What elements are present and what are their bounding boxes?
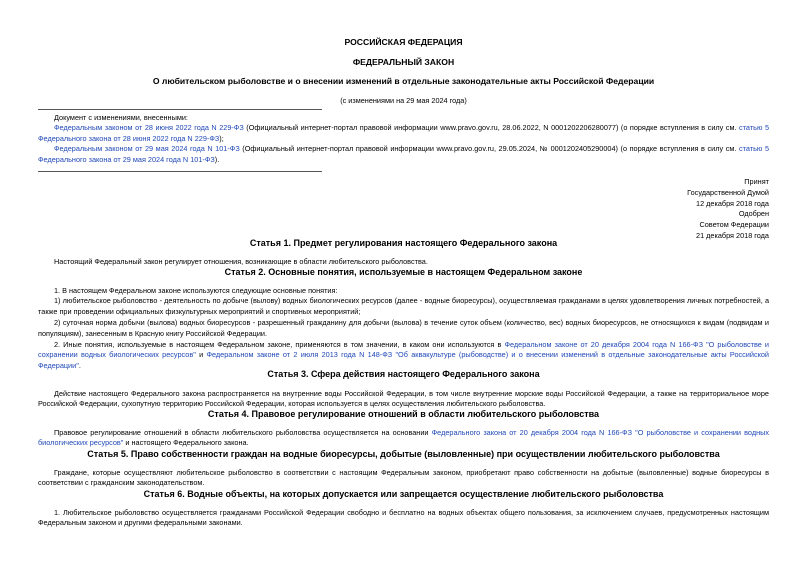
amendment-article-link[interactable]: статью 5 Федерального закона от 28 июня 2022 года N 229-ФЗ [38, 123, 770, 143]
divider-bottom [38, 171, 322, 172]
paragraph: 2) суточная норма добычи (вылова) водных биоресурсов - разрешенный гражданину для добычи (вылова) в течение суток объем (количество, вес) водных биоресурсов, не относящихся к видам (подвидам и популяциям), занесенным в Красную книгу Российской Федерации. [38, 318, 769, 338]
article-6-text: 1. Любительское рыболовство осуществляется гражданами Российской Федерации свободно и бесплатно на водных объектах общего пользования, за исключением случаев, предусмотренных настоящим Федеральным законом и другими федеральными законами. [38, 508, 769, 528]
law-link[interactable]: Федерального закона от 20 декабря 2004 года N 166-ФЗ "О рыболовстве и сохранении водных биологических ресурсов" [38, 428, 769, 448]
law-title: О любительском рыболовстве и о внесении изменений в отдельные законодательные акты Российской Федерации [152, 76, 655, 86]
article-4-text: Правовое регулирование отношений в области любительского рыболовства осуществляется на основании Федерального закона от 20 декабря 2004 года N 166-ФЗ "О рыболовстве и сохранении водных биологических ресурсов" и настоящего Федерального закона. [38, 428, 769, 448]
paragraph: 1. В настоящем Федеральном законе используются следующие основные понятия: [54, 286, 338, 295]
adoption-line: Государственной Думой [687, 187, 769, 197]
amendment-link[interactable]: Федеральным законом от 28 июня 2022 года N 229-ФЗ [54, 123, 244, 133]
article-5-text: Граждане, которые осуществляют любительское рыболовство в соответствии с настоящим Федеральным законом, приобретают право собственности на добытые (выловленные) водные биоресурсы в соответствии с гражданским законодательством. [38, 468, 769, 488]
law-type: ФЕДЕРАЛЬНЫЙ ЗАКОН [352, 57, 455, 67]
revision-note: (с изменениями на 29 мая 2024 года) [340, 96, 467, 105]
adoption-line: Советом Федерации [699, 220, 769, 230]
law-link[interactable]: Федеральном законе от 20 декабря 2004 года N 166-ФЗ "О рыболовстве и сохранении водных биологических ресурсов" [38, 340, 770, 360]
article-3-text: Действие настоящего Федерального закона распространяется на внутренние воды Российской Федерации, в том числе внутренние морские воды Российской Федерации, а также на территориальное море Российской Федерации, сухопутную территорию Российской Федерации, которая используется в целях осуществления любительского рыболовства. [38, 389, 769, 409]
amendment-link[interactable]: Федеральным законом от 29 мая 2024 года N 101-ФЗ [54, 144, 240, 154]
paragraph: 2. Иные понятия, используемые в настоящем Федеральном законе, применяются в том значении, в каком они используются в Федеральном законе от 20 декабря 2004 года N 166-ФЗ "О рыболовстве и сохранении водных биологических ресурсов" и Федеральном законе от 2 июля 2013 года N 148-ФЗ "Об аквакультуре (рыбоводстве) и о внесении изменений в отдельные законодательные акты Российской Федерации". [38, 340, 770, 370]
article-2-body [38, 286, 769, 371]
adoption-line: 21 декабря 2018 года [696, 230, 769, 240]
article-4-heading: Статья 4. Правовое регулирование отношений в области любительского рыболовства [207, 409, 600, 419]
adoption-line: Одобрен [738, 209, 769, 219]
article-5-heading: Статья 5. Право собственности граждан на водные биоресурсы, добытые (выловленные) при осуществлении любительского рыболовства [87, 449, 720, 459]
article-1-heading: Статья 1. Предмет регулирования настоящего Федерального закона [249, 238, 558, 248]
article-3-heading: Статья 3. Сфера действия настоящего Федерального закона [267, 369, 540, 379]
adoption-line: 12 декабря 2018 года [696, 198, 769, 208]
adoption-line: Принят [744, 177, 769, 186]
article-1-text: Настоящий Федеральный закон регулирует отношения, возникающие в области любительского рыболовства. [54, 257, 428, 266]
adoption-block [687, 177, 769, 242]
amendment-item: Федеральным законом от 28 июня 2022 года N 229-ФЗ (Официальный интернет-портал правовой информации www.pravo.gov.ru, 28.06.2022, N 0001202206280077) (о порядке вступления в силу см. статью 5 Федерального закона от 28 июня 2022 года N 229-ФЗ); [38, 123, 770, 143]
article-2-heading: Статья 2. Основные понятия, используемые в настоящем Федеральном законе [224, 267, 583, 277]
amendments-intro: Документ с изменениями, внесенными: [54, 113, 188, 122]
amendments-block [38, 113, 769, 165]
paragraph: 1) любительское рыболовство - деятельность по добыче (вылову) водных биологических ресурсов (далее - водные биоресурсы), осуществляемая гражданами в целях удовлетворения личных потребностей, а также при проведении официальных физкультурных мероприятий и спортивных мероприятий; [38, 296, 769, 316]
article-6-heading: Статья 6. Водные объекты, на которых допускается или запрещается осуществление любительского рыболовства [143, 489, 664, 499]
law-link[interactable]: Федеральном законе от 2 июля 2013 года N 148-ФЗ "Об аквакультуре (рыбоводстве) и о внесении изменений в отдельные законодательные акты Российской Федерации" [38, 350, 770, 370]
divider-top [38, 109, 322, 110]
amendment-article-link[interactable]: статью 5 Федерального закона от 29 мая 2024 года N 101-ФЗ [38, 144, 769, 164]
amendment-item: Федеральным законом от 29 мая 2024 года N 101-ФЗ (Официальный интернет-портал правовой информации www.pravo.gov.ru, 29.05.2024, № 0001202405290004) (о порядке вступления в силу см. статью 5 Федерального закона от 29 мая 2024 года N 101-ФЗ). [38, 144, 769, 164]
country-title: РОССИЙСКАЯ ФЕДЕРАЦИЯ [344, 37, 463, 47]
